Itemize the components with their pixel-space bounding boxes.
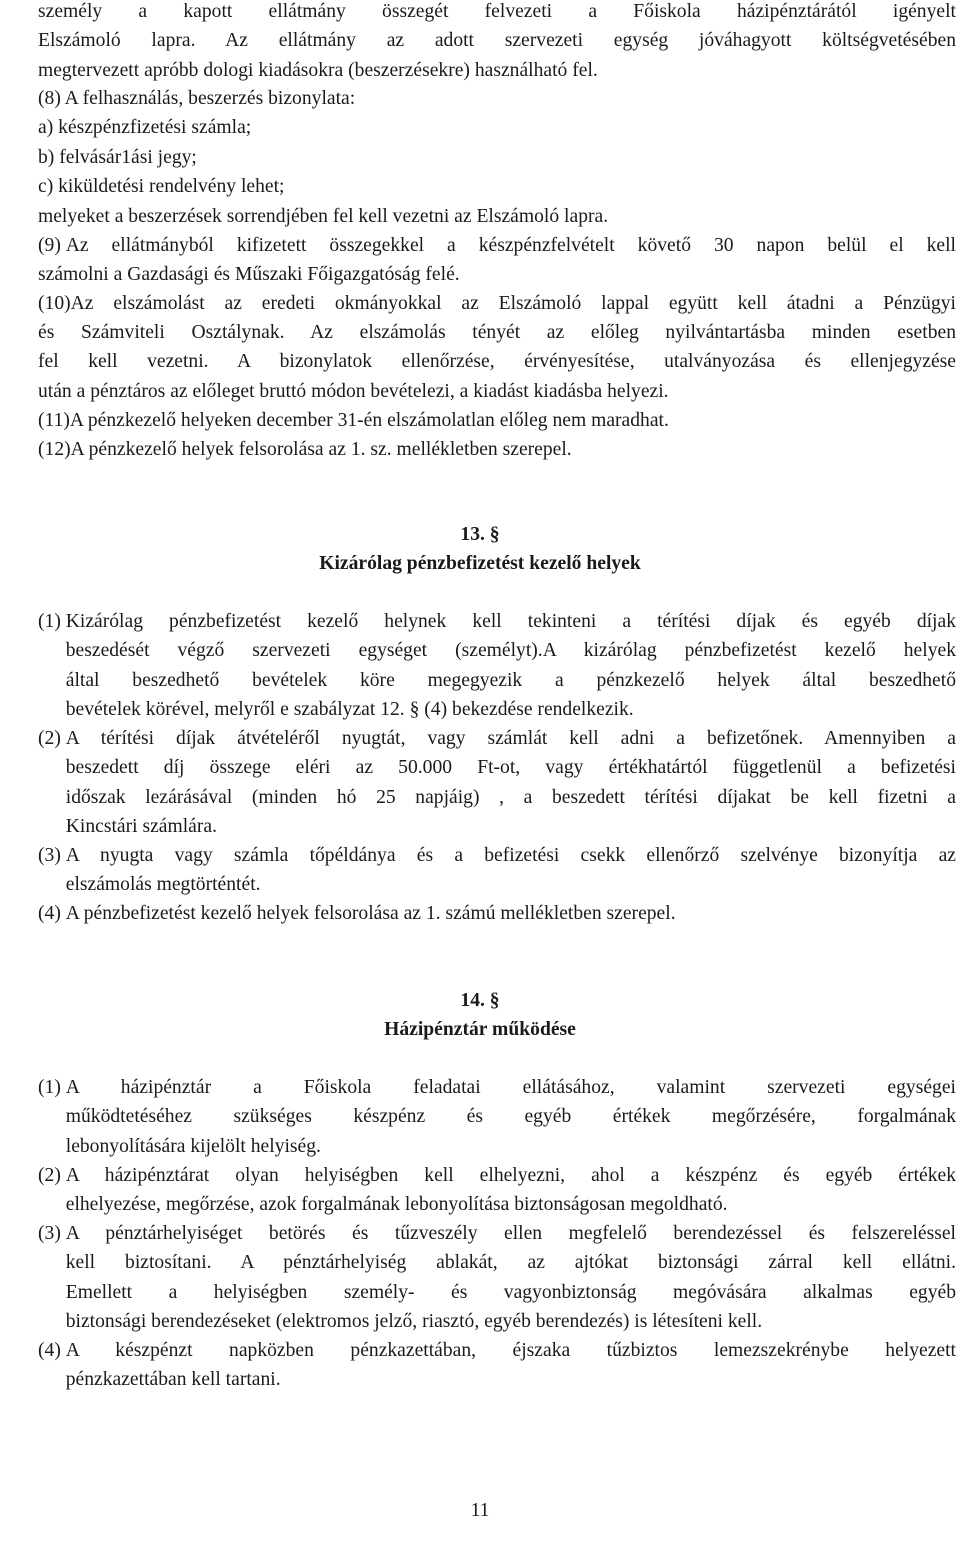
paragraph-text <box>66 607 956 725</box>
paragraph-number: (10) <box>38 293 71 314</box>
text-line: kell biztosítani. A pénztárhelyiség ablakát, az ajtókat biztonsági zárral kell ellátni. <box>65 1252 956 1274</box>
list-item: c) kiküldetési rendelvény lehet; <box>38 176 285 198</box>
page-number: 11 <box>470 1500 490 1521</box>
text-line: A házipénztár a Főiskola feladatai ellátásához, valamint szervezeti egységei <box>65 1077 956 1098</box>
text-line: után a pénztáros az előleget bruttó módon bevételezi, a kiadást kiadásba helyezi. <box>38 380 669 402</box>
section-14-title: Házipénztár működése <box>384 1019 576 1040</box>
paragraph-number: (2) <box>38 1165 66 1186</box>
paragraph-number: (1) <box>38 1077 66 1098</box>
paragraph-number: (12) <box>38 439 71 460</box>
paragraph-text <box>66 1336 956 1395</box>
text-line: pénzkazettában kell tartani. <box>65 1369 281 1391</box>
text-line: beszedett díj összege eléri az 50.000 Ft-ot, vagy értékhatártól függetlenül a befizetési <box>65 757 956 779</box>
paragraph-tail: melyeket a beszerzések sorrendjében fel kell vezetni az Elszámoló lapra. <box>38 205 609 227</box>
paragraph-number: (4) <box>38 903 66 924</box>
paragraph-12 <box>38 435 956 464</box>
paragraph-9-cont <box>38 260 956 289</box>
paragraph-10-cont <box>38 318 956 406</box>
section-13-paragraph-3 <box>38 841 956 900</box>
section-14-paragraph-1 <box>38 1073 956 1161</box>
paragraph-number: (3) <box>38 845 66 866</box>
text-line: elhelyezése, megőrzése, azok forgalmának lebonyolítása biztonságosan megoldható. <box>65 1194 728 1216</box>
paragraph-11 <box>38 406 956 435</box>
text-line: A készpénzt napközben pénzkazettában, éjszaka tűzbiztos lemezszekrénybe helyezett <box>65 1340 956 1361</box>
paragraph-9 <box>38 231 956 260</box>
paragraph-text: A pénzkezelő helyek felsorolása az 1. sz. mellékletben szerepel. <box>70 439 572 460</box>
text-line: számolni a Gazdasági és Műszaki Főigazgatóság felé. <box>38 264 460 285</box>
paragraph-text <box>66 1161 956 1220</box>
intro-paragraph <box>38 0 956 85</box>
paragraph-number: (1) <box>38 611 66 632</box>
section-13-title: Kizárólag pénzbefizetést kezelő helyek <box>319 553 641 574</box>
text-line: A térítési díjak átvételéről nyugtát, vagy számlát kell adni a befizetőnek. Amennyiben a <box>65 728 956 749</box>
text-line: Elszámoló lapra. Az ellátmány az adott szervezeti egység jóváhagyott költségvetésében <box>38 30 956 52</box>
paragraph-8 <box>38 84 956 231</box>
paragraph-text <box>66 1073 956 1161</box>
text-line: A nyugta vagy számla tőpéldánya és a befizetési csekk ellenőrző szelvénye bizonyítja az <box>65 845 956 866</box>
paragraph-number: (2) <box>38 728 66 749</box>
text-line: bevételek körével, melyről e szabályzat 12. § (4) bekezdése rendelkezik. <box>65 699 634 721</box>
text-line: által beszedhető bevételek köre megegyezik a pénzkezelő helyek által beszedhető <box>65 669 956 691</box>
text-line: A pénzbefizetést kezelő helyek felsorolása az 1. számú mellékletben szerepel. <box>65 903 676 924</box>
section-14-number: 14. § <box>460 990 500 1011</box>
text-line: fel kell vezetni. A bizonylatok ellenőrzése, érvényesítése, utalványozása és ellenjegyzése <box>38 351 956 373</box>
text-line: lebonyolítására kijelölt helyiség. <box>65 1135 321 1157</box>
text-line: megtervezett apróbb dologi kiadásokra (beszerzésekre) használható fel. <box>38 59 598 81</box>
section-13-paragraph-1 <box>38 607 956 725</box>
text-line: Kizárólag pénzbefizetést kezelő helynek kell tekinteni a térítési díjak és egyéb díjak <box>65 611 956 632</box>
text-line: személy a kapott ellátmány összegét felvezeti a Főiskola házipénztárától igényelt <box>38 1 956 22</box>
section-14-paragraph-4 <box>38 1336 956 1395</box>
paragraph-text <box>66 1219 956 1337</box>
list-item: b) felvásár1ási jegy; <box>38 146 197 168</box>
text-line: biztonsági berendezéseket (elektromos jelző, riasztó, egyéb berendezés) is létesíteni kell. <box>65 1311 763 1333</box>
paragraph-text: A pénzkezelő helyeken december 31-én elszámolatlan előleg nem maradhat. <box>69 410 669 431</box>
section-13-paragraph-2 <box>38 724 956 842</box>
list-item: a) készpénzfizetési számla; <box>38 117 252 139</box>
paragraph-number: (3) <box>38 1223 66 1244</box>
text-line: Az elszámolást az eredeti okmányokkal az Elszámoló lappal együtt kell átadni a Pénzügyi <box>70 293 956 314</box>
text-line: időszak lezárásával (minden hó 25 napjáig) , a beszedett térítési díjakat be kell fizetni a <box>65 786 956 808</box>
paragraph-text <box>66 231 956 260</box>
paragraph-number: (11) <box>38 410 70 431</box>
paragraph-text <box>66 841 956 900</box>
text-line: elszámolás megtörténtét. <box>65 874 261 896</box>
text-line: Az ellátmányból kifizetett összegekkel a készpénzfelvételt követő 30 napon belül el kell <box>65 235 956 256</box>
paragraph-number: (9) <box>38 235 66 256</box>
paragraph-text <box>66 899 956 928</box>
section-13-paragraph-4 <box>38 899 956 928</box>
text-line: működtetéséhez szükséges készpénz és egyéb értékek megőrzésére, forgalmának <box>65 1106 956 1128</box>
text-line: beszedését végző szervezeti egységet (személyt).A kizárólag pénzbefizetést kezelő helyek <box>65 640 956 662</box>
paragraph-number: (4) <box>38 1340 66 1361</box>
section-14-paragraph-3 <box>38 1219 956 1337</box>
text-line: Kincstári számlára. <box>65 816 217 838</box>
paragraph-text <box>66 724 956 842</box>
text-line: Emellett a helyiségben személy- és vagyonbiztonság megóvására alkalmas egyéb <box>65 1281 956 1303</box>
section-13-number: 13. § <box>460 524 500 545</box>
text-line: A pénztárhelyiséget betörés és tűzveszély ellen megfelelő berendezéssel és felszereléssel <box>65 1223 956 1244</box>
text-line: és Számviteli Osztálynak. Az elszámolás tényét az előleg nyilvántartásba minden esetben <box>38 322 956 343</box>
paragraph-10 <box>38 289 956 318</box>
paragraph-text <box>71 289 956 318</box>
paragraph-head: (8) A felhasználás, beszerzés bizonylata: <box>38 88 356 109</box>
section-14-paragraph-2 <box>38 1161 956 1220</box>
text-line: A házipénztárat olyan helyiségben kell elhelyezni, ahol a készpénz és egyéb értékek <box>65 1165 956 1186</box>
